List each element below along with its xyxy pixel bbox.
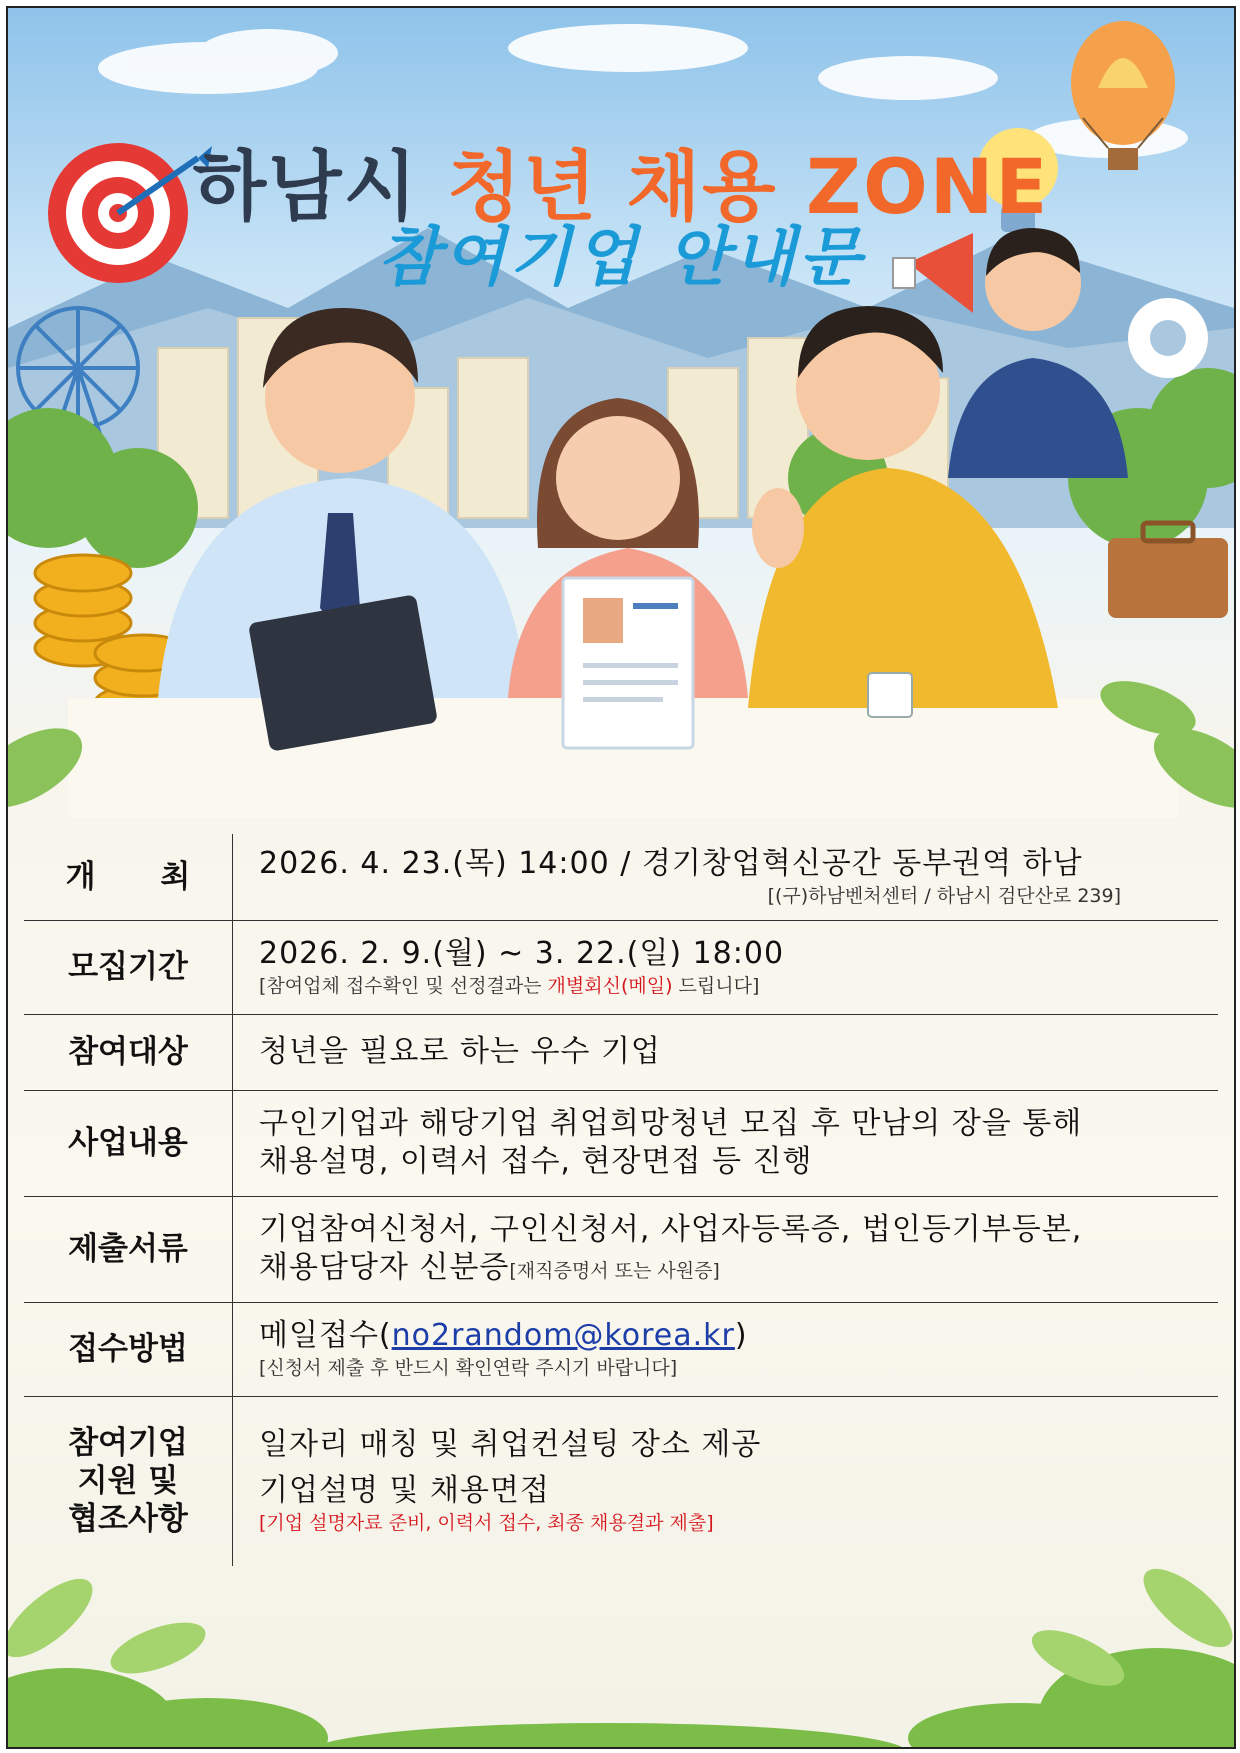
label-period: 모집기간	[24, 920, 233, 1014]
row-target	[24, 1014, 1218, 1090]
period-dates: 2026. 2. 9.(월) ~ 3. 22.(일) 18:00	[259, 936, 785, 971]
email-link[interactable]: no2random@korea.kr	[391, 1318, 735, 1353]
value-submit	[233, 1302, 1219, 1396]
row-event	[24, 834, 1218, 920]
subtitle: 참여기업 안내문	[377, 221, 865, 295]
row-documents	[24, 1196, 1218, 1302]
poster	[6, 6, 1236, 1749]
label-content: 사업내용	[24, 1090, 233, 1196]
period-note-c: 드립니다]	[672, 975, 760, 997]
event-datetime-place: 2026. 4. 23.(목) 14:00 / 경기창업혁신공간 동부권역 하남	[259, 845, 1083, 881]
label-submit: 접수방법	[24, 1302, 233, 1396]
label-support-1: 참여기업	[68, 1425, 188, 1462]
event-address: [(구)하남벤처센터 / 하남시 검단산로 239]	[767, 884, 1121, 907]
documents-line-2	[259, 1249, 1217, 1287]
label-documents: 제출서류	[24, 1196, 233, 1302]
period-note-highlight: 개별회신(메일)	[547, 975, 673, 997]
documents-note: [재직증명서 또는 사원증]	[509, 1260, 720, 1282]
content-line-2: 채용설명, 이력서 접수, 현장면접 등 진행	[259, 1144, 813, 1179]
documents-id: 채용담당자 신분증	[259, 1250, 510, 1285]
value-period	[233, 920, 1219, 1014]
label-support-2: 지원 및	[77, 1463, 179, 1500]
label-support-3: 협조사항	[68, 1501, 188, 1538]
value-event	[233, 834, 1219, 920]
value-content	[233, 1090, 1219, 1196]
support-line-2: 기업설명 및 채용면접	[259, 1473, 550, 1509]
row-period	[24, 920, 1218, 1014]
label-event: 개 최	[24, 834, 233, 920]
period-note	[259, 973, 1217, 999]
info-table	[24, 834, 1218, 1566]
submit-method: 메일접수(	[259, 1318, 392, 1353]
period-note-a: [참여업체 접수확인 및 선정결과는	[259, 975, 548, 997]
value-documents	[233, 1196, 1219, 1302]
value-target: 청년을 필요로 하는 우수 기업	[233, 1014, 1219, 1090]
gear-icon	[1128, 298, 1208, 378]
documents-line-1: 기업참여신청서, 구인신청서, 사업자등록증, 법인등기부등본,	[259, 1212, 1083, 1247]
row-content	[24, 1090, 1218, 1196]
bottom-foliage	[8, 1528, 1234, 1747]
title-event: 청년 채용 ZONE	[447, 142, 1050, 231]
support-note: [기업 설명자료 준비, 이력서 접수, 최종 채용결과 제출]	[259, 1512, 714, 1535]
content-line-1: 구인기업과 해당기업 취업희망청년 모집 후 만남의 장을 통해	[259, 1106, 1083, 1141]
row-submit	[24, 1302, 1218, 1396]
submit-note: [신청서 제출 후 반드시 확인연락 주시기 바랍니다]	[259, 1357, 678, 1379]
label-target: 참여대상	[24, 1014, 233, 1090]
submit-close-paren: )	[734, 1318, 748, 1353]
title-city: 하남시	[192, 142, 419, 231]
support-line-1: 일자리 매칭 및 취업컨설팅 장소 제공	[259, 1427, 762, 1463]
submit-line	[259, 1317, 1217, 1355]
